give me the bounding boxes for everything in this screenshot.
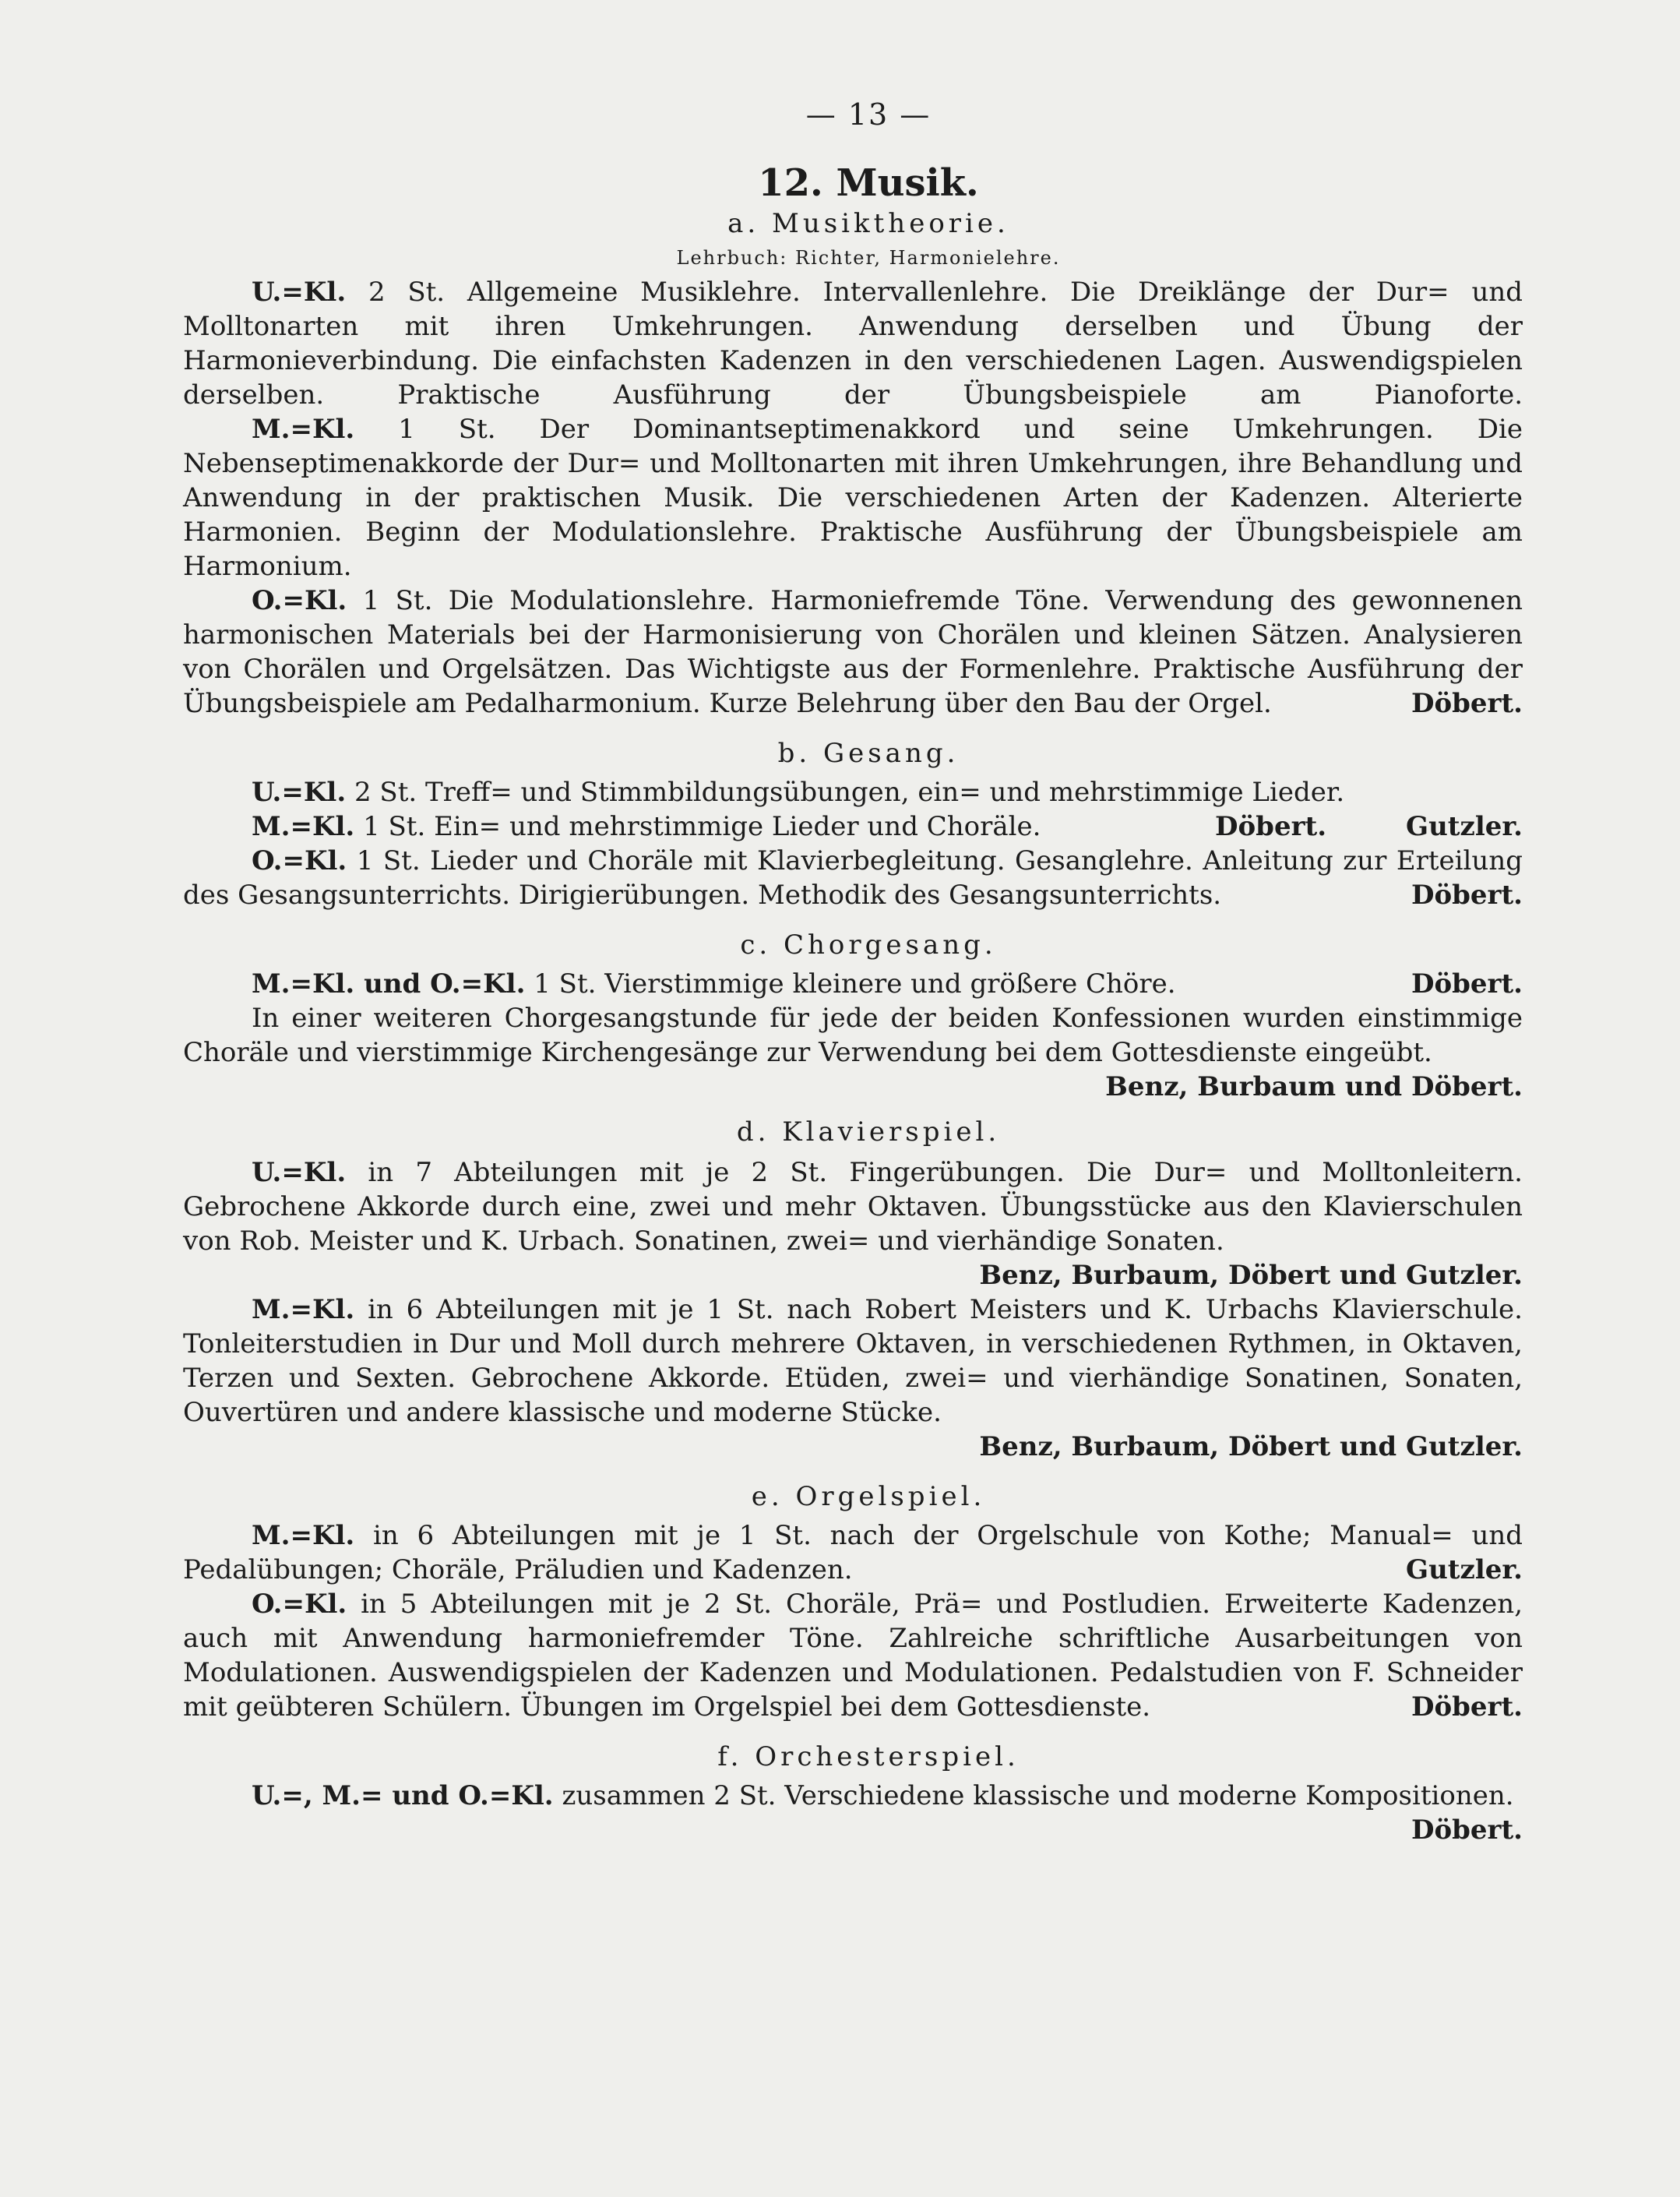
paragraph-text: 1 St. Die Modulationslehre. Harmoniefremde Töne. Verwendung des gewonnenen harmonischen Materials bei der Harmonisierung von Chorälen und kleinen Sätzen. Analysieren von Chorälen und Orgelsätzen. Das Wichtigste aus der Formenlehre. Praktische Ausführung der Übungsbeispiele am Pedalharmonium. Kurze Belehrung über den Bau der Orgel. bbox=[183, 585, 1523, 719]
organ-m-paragraph bbox=[183, 1518, 1523, 1587]
section-a-title: a. Musiktheorie. bbox=[727, 208, 1009, 239]
class-label: M.=Kl. bbox=[252, 811, 355, 842]
choir-paragraph bbox=[183, 967, 1523, 1001]
paragraph-text: 2 St. Allgemeine Musiklehre. Intervallenlehre. Die Dreiklänge der Dur= und Molltonarten mit ihren Umkehrungen. Anwendung derselben und Übung der Harmonieverbindung. Die einfachsten Kadenzen in den verschiedenen Lagen. Auswendigspielen derselben. Praktische Ausführung der Übungsbeispiele am Pianoforte. bbox=[183, 277, 1523, 411]
section-d-title: d. Klavierspiel. bbox=[736, 1116, 1001, 1148]
piano-m-paragraph bbox=[183, 1292, 1523, 1430]
theory-u-paragraph bbox=[183, 275, 1523, 412]
singing-m-paragraph bbox=[183, 809, 1523, 844]
class-label: M.=Kl. bbox=[252, 1520, 355, 1551]
paragraph-text: in 6 Abteilungen mit je 1 St. nach Robert Meisters und K. Urbachs Klavierschule. Tonleiterstudien in Dur und Moll durch mehrere Oktaven, in verschiedenen Rythmen, in Oktaven, Terzen und Sexten. Gebrochene Akkorde. Etüden, zwei= und vierhändige Sonatinen, Sonaten, Ouvertüren und andere klassische und moderne Stücke. bbox=[183, 1294, 1523, 1428]
teacher-name: Gutzler. bbox=[1406, 811, 1523, 842]
section-e-title: e. Orgelspiel. bbox=[751, 1481, 986, 1512]
class-label: U.=Kl. bbox=[252, 277, 347, 308]
teacher-name: Döbert. bbox=[1411, 1691, 1523, 1723]
teacher-name: Döbert. bbox=[1411, 1814, 1523, 1846]
paragraph-text: 2 St. Treff= und Stimmbildungsübungen, ein= und mehrstimmige Lieder. bbox=[354, 777, 1345, 808]
class-label: M.=Kl. und O.=Kl. bbox=[252, 968, 526, 1000]
piano-u-paragraph bbox=[183, 1155, 1523, 1258]
teacher-name: Döbert. bbox=[1411, 880, 1523, 911]
page-number: — 13 — bbox=[805, 97, 932, 132]
teacher-names: Benz, Burbaum und Döbert. bbox=[1105, 1071, 1523, 1102]
paragraph-text: in 6 Abteilungen mit je 1 St. nach der Orgelschule von Kothe; Manual= und Pedalübungen; Choräle, Präludien und Kadenzen. bbox=[183, 1520, 1523, 1585]
paragraph-text: 1 St. Vierstimmige kleinere und größere Chöre. bbox=[534, 968, 1176, 1000]
class-label: O.=Kl. bbox=[252, 845, 347, 876]
paragraph-text: in 7 Abteilungen mit je 2 St. Fingerübungen. Die Dur= und Molltonleitern. Gebrochene Akkorde durch eine, zwei und mehr Oktaven. Übungsstücke aus den Klavierschulen von Rob. Meister und K. Urbach. Sonatinen, zwei= und vierhändige Sonaten. bbox=[183, 1157, 1523, 1257]
organ-o-paragraph bbox=[183, 1587, 1523, 1724]
teacher-name: Döbert. bbox=[1215, 811, 1327, 842]
chapter-heading: 12. Musik. bbox=[758, 161, 979, 205]
teacher-name: Döbert. bbox=[1411, 688, 1523, 719]
orchestra-paragraph bbox=[183, 1779, 1523, 1813]
class-label: O.=Kl. bbox=[252, 585, 347, 616]
paragraph-text: in 5 Abteilungen mit je 2 St. Choräle, Prä= und Postludien. Erweiterte Kadenzen, auch mit Anwendung harmoniefremder Töne. Zahlreiche schriftliche Ausarbeitungen von Modulationen. Auswendigspielen der Kadenzen und Modulationen. Pedalstudien von F. Schneider mit geübteren Schülern. Übungen im Orgelspiel bei dem Gottesdienste. bbox=[183, 1589, 1523, 1723]
theory-o-paragraph bbox=[183, 584, 1523, 721]
section-f-title: f. Orchesterspiel. bbox=[717, 1741, 1020, 1772]
class-label: U.=Kl. bbox=[252, 1157, 347, 1188]
paragraph-text: 1 St. Lieder und Choräle mit Klavierbegleitung. Gesanglehre. Anleitung zur Erteilung des Gesangsunterrichts. Dirigierübungen. Methodik des Gesangsunterrichts. bbox=[183, 845, 1523, 911]
theory-m-paragraph bbox=[183, 412, 1523, 584]
paragraph-text: 1 St. Ein= und mehrstimmige Lieder und Choräle. bbox=[363, 811, 1041, 842]
choir-extra-paragraph: In einer weiteren Chorgesangstunde für jede der beiden Konfessionen wurden einstimmige Choräle und vierstimmige Kirchengesänge zur Verwendung bei dem Gottesdienste eingeübt. bbox=[183, 1003, 1523, 1068]
teacher-name: Döbert. bbox=[1411, 968, 1523, 1000]
teacher-name: Gutzler. bbox=[1406, 1554, 1523, 1585]
class-label: O.=Kl. bbox=[252, 1589, 347, 1620]
teacher-names: Benz, Burbaum, Döbert und Gutzler. bbox=[979, 1260, 1523, 1291]
textbook-note: Lehrbuch: Richter, Harmonielehre. bbox=[676, 247, 1061, 269]
class-label: U.=Kl. bbox=[252, 777, 347, 808]
section-b-title: b. Gesang. bbox=[777, 738, 960, 769]
class-label: M.=Kl. bbox=[252, 414, 355, 445]
paragraph-text: 1 St. Der Dominantseptimenakkord und seine Umkehrungen. Die Nebenseptimenakkorde der Dur= und Molltonarten mit ihren Umkehrungen, ihre Behandlung und Anwendung in der praktischen Musik. Die verschiedenen Arten der Kadenzen. Alterierte Harmonien. Beginn der Modulationslehre. Praktische Ausführung der Übungsbeispiele am Harmonium. bbox=[183, 414, 1523, 582]
teacher-names: Benz, Burbaum, Döbert und Gutzler. bbox=[979, 1431, 1523, 1462]
class-label: M.=Kl. bbox=[252, 1294, 355, 1325]
class-label: U.=, M.= und O.=Kl. bbox=[252, 1780, 554, 1811]
paragraph-text: zusammen 2 St. Verschiedene klassische und moderne Kompositionen. bbox=[562, 1780, 1514, 1811]
section-c-title: c. Chorgesang. bbox=[740, 929, 997, 961]
singing-o-paragraph bbox=[183, 844, 1523, 912]
text-column bbox=[183, 97, 1523, 1847]
